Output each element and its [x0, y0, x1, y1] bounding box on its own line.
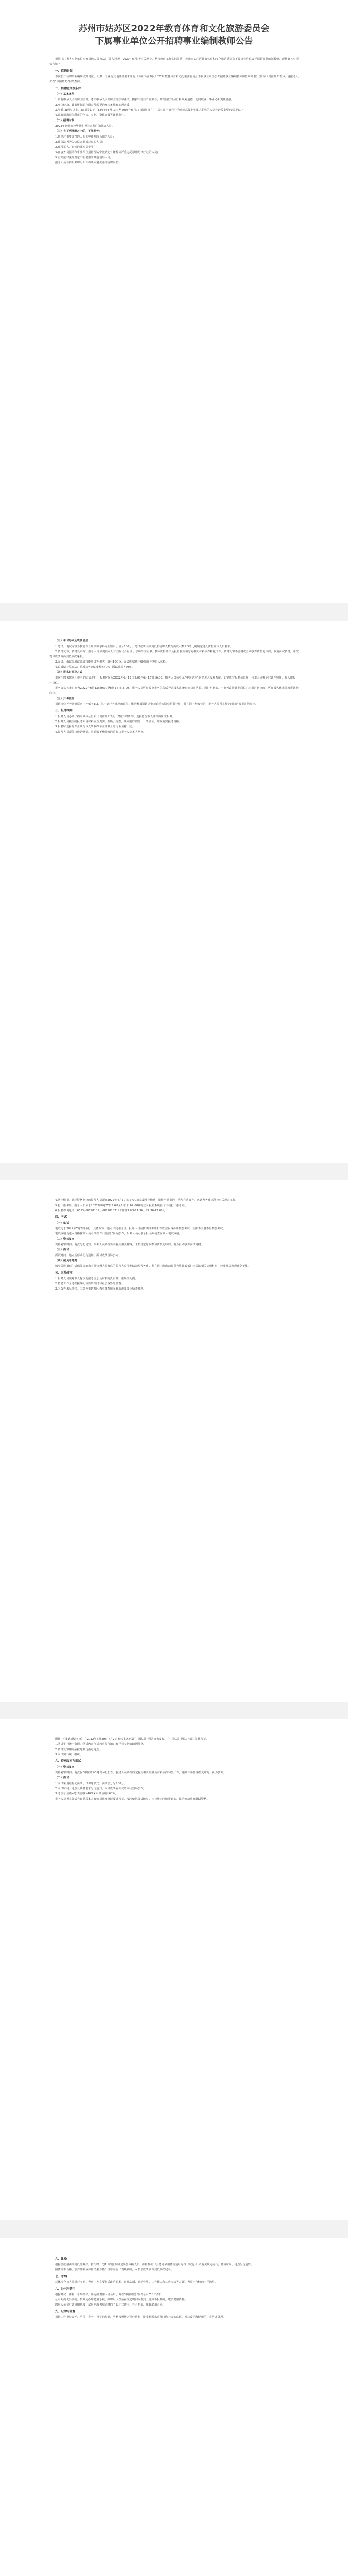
subheading: （一）资格复审 [55, 1766, 75, 1769]
paragraph: 招聘岗位开考比例原则上不低于1:3，达不到开考比例的岗位，相应核减招聘计划或取消该岗位招聘计划，并在网上发布公告，报考人员可在规定时间内改报其他岗位。 [55, 703, 258, 706]
section-heading: 二、招聘范围及条件 [55, 87, 81, 90]
paragraph: 资格复审时间、地点在“中国姑苏”网站另行公告。报考人员须按规定提交相关证件及材料原件和复印件，逾期不参加资格复审的，视为放弃。 [55, 1771, 226, 1774]
paragraph: 4.在公务员招录和事业单位招聘考试中被认定有舞弊等严重违反录用纪律行为的人员； [55, 151, 160, 154]
section-heading: 七、考察 [55, 2275, 67, 2278]
paragraph: 3.考生总成绩=笔试成绩×40%+面试成绩×60%。 [55, 1792, 118, 1795]
paragraph: 1.笔试实行统一命题。笔试内容包括教育综合知识和学科专业知识两部分。 [55, 1743, 146, 1746]
paragraph: 2022年普通高校毕业生及符合条件的社会人员。 [55, 125, 115, 128]
subheading: （二）面试 [55, 1776, 69, 1780]
paragraph: 面试时间、地点及形式另行通知。面试成绩当场公布。 [55, 1254, 122, 1257]
paragraph: 1.面试采用结构化面试、试讲等形式，面试总分为100分。 [55, 1782, 127, 1785]
paragraph: 5.有关法律法规规定不得聘用的其他情形人员。 [55, 156, 113, 159]
subheading: （三）面试 [55, 1248, 69, 1251]
document-page-2 [0, 621, 348, 1163]
paragraph: 2.面试时间、地点及具体要求另行通知。面试成绩在面试结束后当场公布。 [55, 1787, 146, 1790]
paragraph: 1.报考人员须对本人提交的报考信息及材料的真实性、准确性负责。 [55, 1277, 138, 1280]
title-line-1: 苏州市姑苏区2022年教育体育和文化旅游委员会 [78, 24, 270, 34]
paragraph: 报考人员不得报考聘用后即构成回避关系的招聘岗位。 [55, 161, 122, 164]
subheading: （五）开考比例 [55, 697, 75, 700]
paragraph: 4.网上缴费。通过资格初审的报考人员须在2022年6月19日16:00前完成网上缴费，逾期不缴费的，视为自动放弃。笔试考务费标准按有关规定执行。 [55, 1199, 238, 1202]
paragraph: 因体检不合格、放弃体检或体检结果不能出具等原因出现缺额的，可按总成绩由高到低依次递补。 [55, 2268, 174, 2272]
paragraph: 3.面试。面试采用试讲或技能测试等形式，满分100分，面试成绩低于60分的不得进入体检。 [55, 660, 169, 664]
paragraph: 本次招聘采取网上报名的方式进行，报名时间为2022年6月13日9:00至6月17日16:00，报考人员须登录“中国姑苏”网站进入报名系统，如实填写报名信息并上传本人近期免冠证件照片，每人限报一个岗位。 [49, 676, 299, 685]
paragraph: 1.具有中华人民共和国国籍，遵守中华人民共和国宪法和法律，拥护中国共产党领导，具有良好的品行和职业道德，爱岗敬业，事业心和责任感强； [55, 98, 234, 101]
title-line-2: 下属事业单位公开招聘事业编制教师公告 [95, 36, 253, 46]
paragraph: 4.总成绩计算方法：总成绩=笔试成绩×40%+面试成绩×60%。 [55, 666, 135, 669]
paragraph: 3.本公告未尽事宜，由苏州市姑苏区教育体育和文化旅游委员会负责解释。 [55, 1287, 146, 1291]
paragraph: 1.曾受过刑事处罚的人员和曾被开除公职的人员； [55, 135, 116, 139]
document-title [49, 23, 299, 47]
paragraph: 招聘工作坚持公开、平等、竞争、择优的原则，严格按照规定程序进行，接受纪检监察部门和社会的监督。对违反招聘纪律的，将严肃处理。 [55, 2316, 226, 2319]
paragraph: 1.报考人员必须仔细阅读本公告和《岗位简介表》，对照招聘条件，选择符合本人条件的岗位报考。 [55, 715, 175, 718]
document-page-1 [0, 0, 348, 603]
subheading: （二）资格复审 [55, 1238, 75, 1241]
subheading: （四）减免考务费 [55, 1259, 77, 1262]
paragraph: 城乡居民最低生活保障家庭和农村特困人员家庭的报考人员可申请减免考务费，须在网上缴费前提供当地民政部门出具的相关证明材料，经审核后办理减免手续。 [55, 1265, 251, 1268]
paragraph: 3.年龄18周岁以上、35周岁以下（1986年6月13日至2004年6月13日期间出生），具有硕士研究生学历或高级专业技术职称的人员年龄放宽至40周岁以下； [55, 109, 246, 112]
subheading: （二）招聘对象 [55, 119, 75, 122]
paragraph: 6.报名咨询电话：0512-68728101、68728107（工作日9:00-11:30，13:30-17:00）。 [55, 1209, 167, 1212]
subheading: （四）报名时间及方式 [55, 671, 82, 674]
subheading: （一）基本条件 [55, 93, 75, 96]
intro-paragraph: 根据《江苏省事业单位公开招聘人员办法》(苏人社规〔2020〕6号)等有关规定，结合教育工作实际需要，苏州市姑苏区教育体育和文化旅游委员会下属事业单位公开招聘事业编制教师，现将有关事项公告如下： [49, 58, 299, 66]
paragraph: 2.身体健康，具备履行职位职责所需要的身体条件和心理素质； [55, 104, 132, 107]
section-heading: 三、报考须知 [55, 709, 73, 713]
paragraph: 3.面试实行统一组织。 [55, 1753, 83, 1756]
document-page-4 [0, 1719, 348, 2220]
paragraph: 4.具有招聘岗位所需的学历、专业、资格证书等其他条件。 [55, 114, 127, 117]
paragraph: 报考人员须在面试当日携带本人有效居民身份证及准考证，按时到达面试地点，未按规定时间报到的，视为自动放弃面试资格。 [55, 1798, 209, 1801]
paragraph: 对体检合格人员进行考察。考察内容主要包括政治思想、道德品质、遵纪守法、工作能力和工作实绩等方面，考察不合格的不予聘用。 [55, 2281, 218, 2284]
paragraph: 5.打印准考证。报考人员须于2022年6月27日9:00至7月1日16:00期间登录报名系统自行下载打印准考证。 [55, 1204, 188, 1207]
paragraph: 附件：《笔试成绩考查》在2022年6月29日-7月2日和线上各地及“中国姑苏”网站查询发布，“中国姑苏”网站下载打印准考证。 [55, 1738, 209, 1741]
subheading: （三）有下列情形之一的，不得报考： [55, 130, 102, 133]
paragraph: 3.报名时选择的专业须与本人所取得毕业证书上的专业名称一致。 [55, 725, 135, 728]
subheading: （一）笔试 [55, 1222, 69, 1225]
paragraph: 2.招聘工作全过程接受纪检监察部门和社会各界的监督。 [55, 1282, 124, 1285]
paragraph: 公示期满无异议的，按规定办理聘用手续。拟聘用人员须在规定时间内报到，逾期不报到的，取消聘用资格。 [55, 2298, 188, 2301]
paragraph: 4.报考人员须保持通讯畅通，因通讯不畅导致的后果由报考人员本人承担。 [55, 731, 146, 734]
paragraph: 笔试定于2022年7月2日举行，具体时间、地点详见准考证。报考人员须携带准考证和有效居民身份证参加考试，证件不全者不得参加考试。 [55, 1227, 226, 1230]
paragraph: 2.资格复审。资格复审时，报考人员须提供本人有效居民身份证、学历学位证书、教师资格证书及报名表所填写的相关材料原件和复印件。资格复审不合格或主动放弃资格复审的，取消面试资格，并按笔试成绩由高到低依次递补。 [49, 650, 299, 658]
subheading: （三）考试形式及成绩合成 [55, 639, 88, 642]
paragraph: 3.现役军人、在读的非应届毕业生； [55, 146, 100, 149]
section-heading: 九、纪律与监督 [55, 2310, 76, 2313]
page-gap [0, 1163, 348, 1180]
paragraph: 本次公开招聘事业编制教师岗位、人数、专业及其他条件要求详见《苏州市姑苏区2022年教育体育和文化旅游委员会下属事业单位公开招聘事业编制教师岗位简介表》(简称《岗位简介表》)，请报考人员在“中国姑苏”网站查阅。 [49, 75, 299, 83]
section-heading: 四、考试 [55, 1216, 67, 1219]
section-heading: 六、资格复审与面试 [55, 1760, 81, 1763]
section-heading: 一、招聘计划 [55, 70, 73, 73]
page-gap [0, 603, 348, 621]
page-gap [0, 2220, 348, 2238]
page-gap [0, 1702, 348, 1719]
section-heading: 六、体检 [55, 2258, 67, 2261]
paragraph: 笔试成绩及进入资格复审人员名单在“中国姑苏”网站公布，报考人员可登录报名系统查询本人笔试成绩。 [55, 1232, 182, 1235]
document-page-5 [0, 2238, 348, 2576]
paragraph: 聘用人员实行试用期制度，试用期满考核合格的予以正式聘用，不合格的，解除聘用合同。 [55, 2303, 165, 2307]
paragraph: 资格复审时间、地点另行通知。报考人员须按要求提交相关材料，未按规定时间参加资格复审的，视为自动放弃面试资格。 [55, 1243, 204, 1246]
paragraph: 1.笔试。笔试内容为教育综合知识和学科专业知识，满分100分。笔试成绩由高到低按招聘人数与面试人数1:3的比例确定进入资格复审人员名单。 [55, 645, 233, 648]
paragraph: 根据总成绩由高到低的顺序，按招聘计划1:1的比例确定参加体检人员。体检参照《公务员录用体检通用标准（试行）》及有关规定执行，体检时间、地点另行通知。 [55, 2263, 254, 2266]
paragraph: 报名资格初审时间为2022年6月13日9:00至6月18日16:00。报考人员可在提交报名信息后登录报名系统查询初审结果。通过初审的，不能再改报其他岗位；未通过初审的，可在报名截止前改报其他岗位。 [49, 687, 299, 695]
paragraph: 2.被依法列为失信联合惩戒对象的人员； [55, 141, 105, 144]
paragraph: 根据考试、体检、考察结果，确定拟聘用人员名单，并在“中国姑苏”网站公示7个工作日。 [55, 2293, 164, 2296]
paragraph: 2.报考人员提交的报考申请材料应当真实、准确、完整，凡弄虚作假的，一经查实，即取消其报考资格。 [55, 720, 182, 723]
section-heading: 五、其他事项 [55, 1272, 73, 1275]
section-heading: 八、公示与聘用 [55, 2287, 76, 2291]
paragraph: 2.资格复审期间须按时到达指定地点。 [55, 1748, 102, 1751]
document-page-3 [0, 1180, 348, 1702]
